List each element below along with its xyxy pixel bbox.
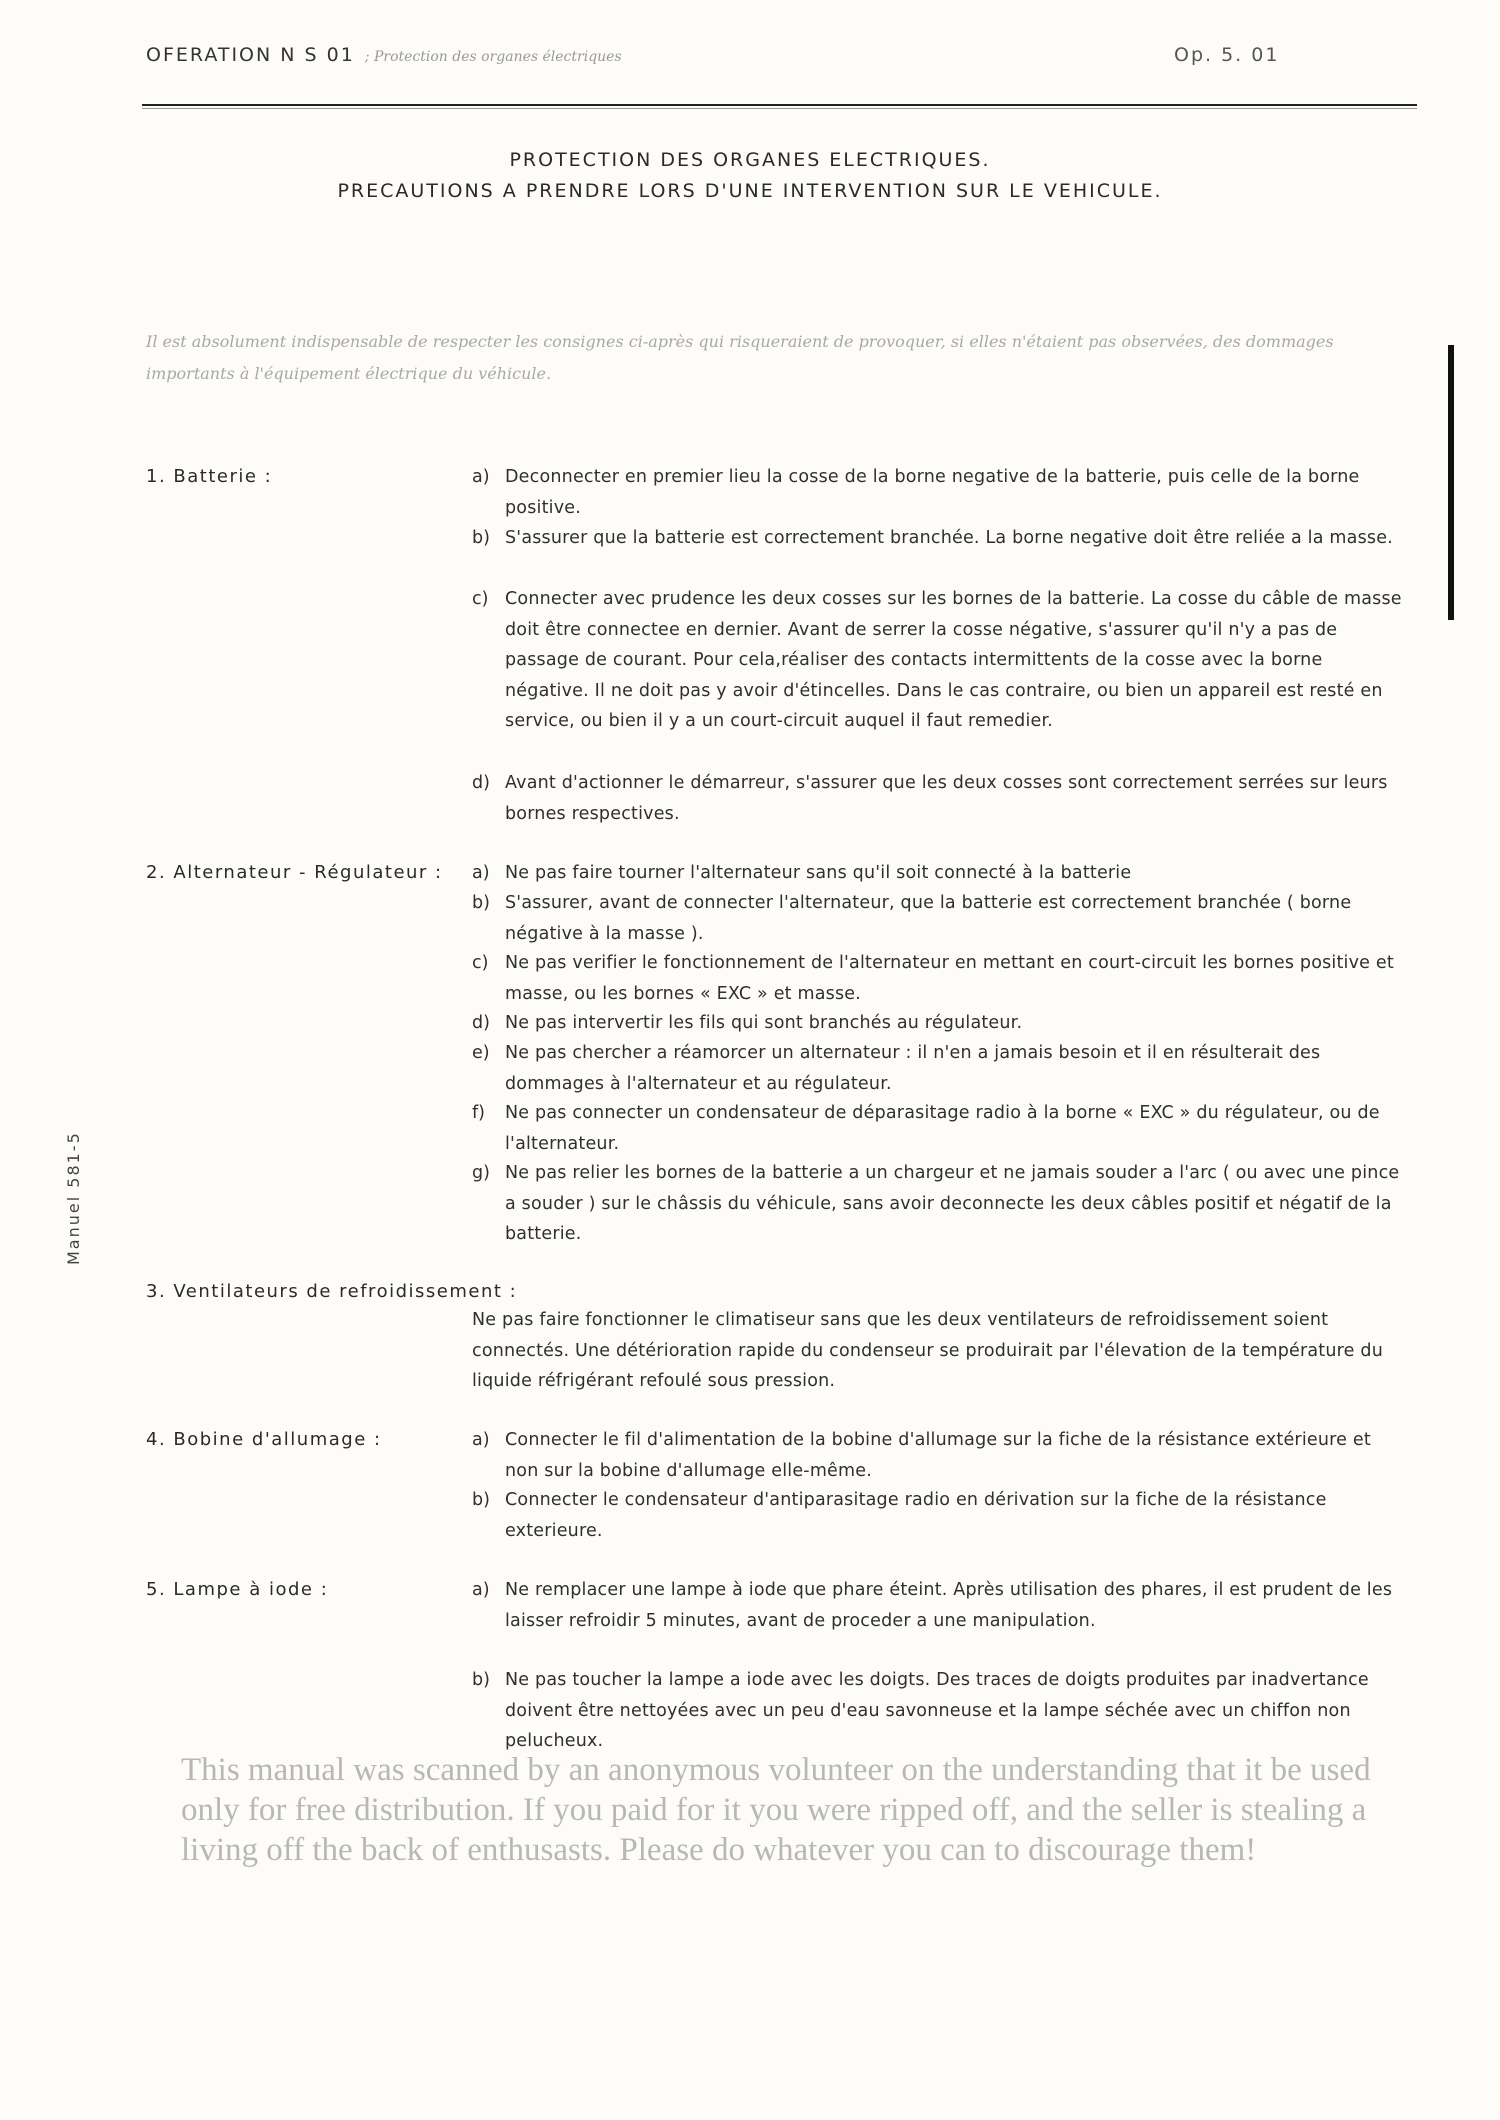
list-item: d) Avant d'actionner le démarreur, s'assurer que les deux cosses sont correctement serrées sur leurs bornes respectives.	[472, 773, 1388, 824]
list-item: c) Ne pas verifier le fonctionnement de l'alternateur en mettant en court-circuit les bornes positive et masse, ou les bornes « EXC » et masse.	[472, 953, 1394, 1004]
list-item: d) Ne pas intervertir les fils qui sont branchés au régulateur.	[472, 1013, 1023, 1033]
section-label-ventilateurs: 3. Ventilateurs de refroidissement :	[146, 1281, 518, 1302]
section-label-bobine: 4. Bobine d'allumage :	[146, 1429, 382, 1450]
section-label-alternateur: 2. Alternateur - Régulateur :	[146, 862, 443, 883]
list-item: e) Ne pas chercher a réamorcer un alternateur : il n'en a jamais besoin et il en résulterait des dommages à l'alternateur et au régulateur.	[472, 1043, 1321, 1094]
list-item: a) Connecter le fil d'alimentation de la bobine d'allumage sur la fiche de la résistance extérieure et non sur la bobine d'allumage elle-même.	[472, 1430, 1371, 1481]
operation-subtitle: ; Protection des organes électriques	[364, 49, 622, 65]
scan-edge-mark	[1448, 345, 1454, 620]
page-header	[146, 44, 1420, 84]
list-item: a) Deconnecter en premier lieu la cosse de la borne negative de la batterie, puis celle de la borne positive.	[472, 467, 1360, 518]
intro-paragraph: Il est absolument indispensable de respecter les consignes ci-après qui risqueraient de provoquer, si elles n'étaient pas observées, des dommages importants à l'équipement électrique du véhicule.	[146, 332, 1334, 383]
list-item: g) Ne pas relier les bornes de la batterie a un chargeur et ne jamais souder a l'arc ( ou avec une pince a souder ) sur le châssis du véhicule, sans avoir deconnecte les deux câbles positif et négatif de la batterie.	[472, 1163, 1400, 1244]
document-subtitle: PRECAUTIONS A PRENDRE LORS D'UNE INTERVENTION SUR LE VEHICULE.	[337, 180, 1163, 202]
document-title: PROTECTION DES ORGANES ELECTRIQUES.	[509, 149, 991, 171]
header-rule	[142, 104, 1417, 106]
list-item: b) Ne pas toucher la lampe a iode avec les doigts. Des traces de doigts produites par inadvertance doivent être nettoyées avec un peu d'eau savonneuse et la lampe séchée avec un chiffon non pelucheux.	[472, 1670, 1369, 1751]
operation-number: OFERATION N S 01 ; Protection des organes électriques	[146, 44, 622, 66]
list-item: f) Ne pas connecter un condensateur de déparasitage radio à la borne « EXC » du régulateur, ou de l'alternateur.	[472, 1103, 1380, 1154]
list-item: b) S'assurer que la batterie est correctement branchée. La borne negative doit être reliée a la masse.	[472, 528, 1393, 548]
list-item: c) Connecter avec prudence les deux cosses sur les bornes de la batterie. La cosse du câble de masse doit être connectee en dernier. Avant de serrer la cosse négative, s'assurer qu'il n'y a pas de passage de courant. Pour cela,réaliser des contacts intermittents de la cosse avec la borne négative. Il ne doit pas y avoir d'étincelles. Dans le cas contraire, ou bien un appareil est resté en service, ou bien il y a un court-circuit auquel il faut remedier.	[472, 589, 1402, 731]
list-item: b) Connecter le condensateur d'antiparasitage radio en dérivation sur la fiche de la résistance exterieure.	[472, 1490, 1327, 1541]
list-item: a) Ne remplacer une lampe à iode que phare éteint. Après utilisation des phares, il est prudent de les laisser refroidir 5 minutes, avant de proceder a une manipulation.	[472, 1580, 1393, 1631]
list-item: b) S'assurer, avant de connecter l'alternateur, que la batterie est correctement branchée ( borne négative à la masse ).	[472, 893, 1352, 944]
section-label-batterie: 1. Batterie :	[146, 466, 273, 487]
manual-margin-note: Manuel 581-5	[64, 1131, 83, 1265]
operation-code: Op. 5. 01	[1174, 44, 1280, 66]
list-item: a) Ne pas faire tourner l'alternateur sans qu'il soit connecté à la batterie	[472, 863, 1132, 883]
scan-watermark: This manual was scanned by an anonymous volunteer on the understanding that it be used only for free distribution. If you paid for it you were ripped off, and the seller is stealing a living off the back of enthusasts. Please do whatever you can to discourage them!	[181, 1752, 1371, 1868]
header-rule-secondary	[142, 108, 1417, 109]
section-label-lampe: 5. Lampe à iode :	[146, 1579, 329, 1600]
section-paragraph: Ne pas faire fonctionner le climatiseur sans que les deux ventilateurs de refroidissement soient connectés. Une détérioration rapide du condenseur se produirait par l'élevation de la température du liquide réfrigérant refoulé sous pression.	[472, 1310, 1383, 1391]
